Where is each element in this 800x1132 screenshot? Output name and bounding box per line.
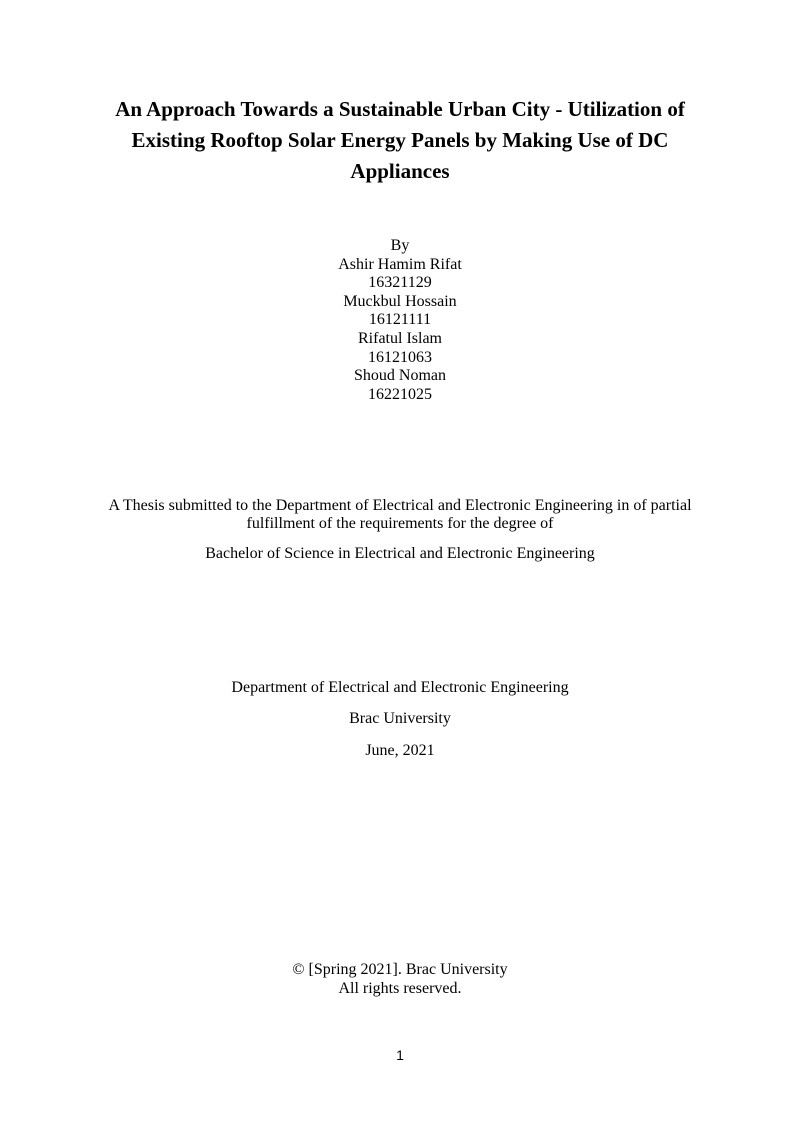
thesis-title [80,94,720,187]
author-id: 16121111 [368,311,432,329]
author-name: Ashir Hamim Rifat [338,255,462,273]
submission-date: June, 2021 [365,742,435,759]
author-id: 16321129 [368,274,432,292]
rights-notice: All rights reserved. [338,980,462,997]
department-name: Department of Electrical and Electronic Engineering [231,679,569,696]
by-label: By [390,237,410,254]
author-name: Rifatul Islam [358,329,442,347]
page-number: 1 [396,1047,404,1063]
degree-name: Bachelor of Science in Electrical and Electronic Engineering [205,545,595,562]
author-name: Shoud Noman [354,367,446,385]
thesis-title-line-1: An Approach Towards a Sustainable Urban City - Utilization of [115,97,685,121]
university-name: Brac University [349,710,451,727]
copyright-notice: © [Spring 2021]. Brac University [292,961,508,978]
submission-statement [80,497,720,533]
thesis-title-line-2: Existing Rooftop Solar Energy Panels by Making Use of DC [131,128,669,152]
author-block [200,237,600,404]
submission-line-1: A Thesis submitted to the Department of Electrical and Electronic Engineering in of partial [108,497,692,514]
author-name: Muckbul Hossain [343,292,457,310]
submission-line-2: fulfillment of the requirements for the degree of [246,515,554,532]
author-id: 16221025 [368,385,432,403]
thesis-title-line-3: Appliances [350,159,450,183]
author-id: 16121063 [368,348,432,366]
